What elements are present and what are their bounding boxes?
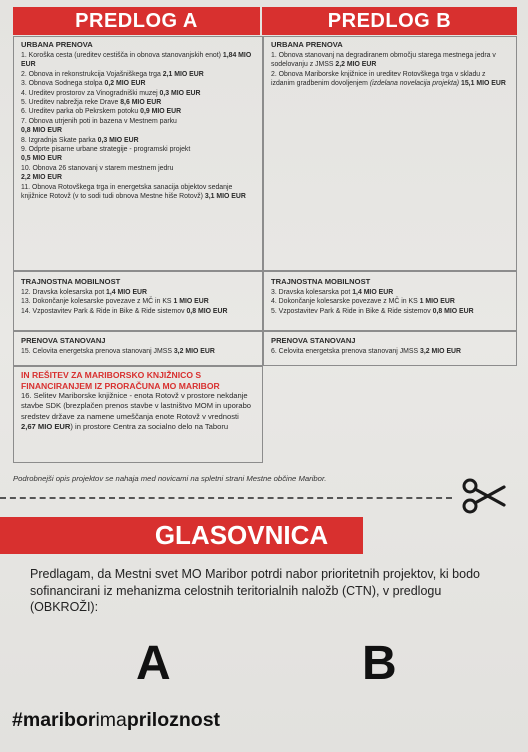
a-mobility-item-14: 14. Vzpostavitev Park & Ride in Bike & Ride sistemov 0,8 MIO EUR: [21, 307, 228, 315]
ballot-title: GLASOVNICA: [0, 517, 363, 554]
a-urban-item-8: 8. Izgradnja Skate parka 0,3 MIO EUR: [21, 136, 139, 144]
a-library-heading: IN REŠITEV ZA MARIBORSKO KNJIŽNICO S FINANCIRANJEM IZ PRORAČUNA MO MARIBOR: [21, 370, 220, 391]
a-mobility-item-13: 13. Dokončanje kolesarske povezave z MČ in KS 1 MIO EUR: [21, 298, 209, 306]
a-urban-item-1: 1. Koroška cesta (ureditev cestišča in obnova stanovanjskih enot) 1,84 MIO EUR: [21, 52, 252, 69]
cut-line: [0, 497, 452, 499]
b-urban-heading: URBANA PRENOVA: [271, 40, 343, 49]
ballot-text: Predlagam, da Mestni svet MO Maribor potrdi nabor prioritetnih projektov, ki bodo sofinancirani iz mehanizma celostnih teritorialnih naložb (CTN), v predlogu (OBKROŽI):: [30, 567, 480, 614]
a-urban-item-10: 10. Obnova 26 stanovanj v starem mestnem jedru 2,2 MIO EUR: [21, 164, 174, 182]
a-urban-item-9: 9. Odprte pisarne urbane strategije - programski projekt 0,5 MIO EUR: [21, 146, 191, 163]
option-a[interactable]: A: [136, 637, 171, 690]
option-b[interactable]: B: [362, 637, 397, 690]
b-mobility-item-4: 4. Dokončanje kolesarske povezave z MČ in KS 1 MIO EUR: [271, 298, 455, 306]
b-mobility-item-3: 3. Dravska kolesarska pot 1,4 MIO EUR: [271, 289, 394, 296]
footnote: Podrobnejši opis projektov se nahaja med novicami na spletni strani Mestne občine Maribor.: [13, 474, 327, 483]
hashtag: #mariborimapriloznost: [12, 709, 221, 731]
b-housing-box: [263, 331, 517, 366]
a-library-item-16: 16. Selitev Mariborske knjižnice - enota Rotovž v prostore nekdanje stavbe SDK (brezplačen prenos stavbe v lastništvo MOM in uporabo sredstev države za namene umeščanja enote Rotovž v vrednosti 2,67 MIO EUR) in prostore Centra za socialno delo na Taboru: [21, 391, 252, 431]
a-housing-item-15: 15. Celovita energetska prenova stanovanj JMSS 3,2 MIO EUR: [21, 348, 215, 355]
b-mobility-box: [263, 271, 517, 331]
b-urban-box: [263, 36, 517, 271]
b-housing-item-6: 6. Celovita energetska prenova stanovanj JMSS 3,2 MIO EUR: [271, 348, 461, 355]
a-housing-box: [13, 331, 263, 366]
a-urban-item-2: 2. Obnova in rekonstrukcija Vojašniškega trga 2,1 MIO EUR: [21, 70, 204, 78]
a-urban-item-4: 4. Ureditev prostorov za Vinogradniški muzej 0,3 MIO EUR: [21, 89, 201, 97]
a-mobility-item-12: 12. Dravska kolesarska pot 1,4 MIO EUR: [21, 289, 148, 296]
scissors-icon: [462, 478, 506, 514]
a-housing-heading: PRENOVA STANOVANJ: [21, 336, 106, 345]
proposal-b-header: PREDLOG B: [262, 7, 517, 35]
a-library-box: [13, 366, 263, 463]
a-mobility-heading: TRAJNOSTNA MOBILNOST: [21, 277, 121, 286]
a-urban-heading: URBANA PRENOVA: [21, 40, 93, 49]
a-urban-item-5: 5. Ureditev nabrežja reke Drave 8,6 MIO EUR: [21, 99, 162, 107]
b-housing-heading: PRENOVA STANOVANJ: [271, 336, 356, 345]
a-urban-item-3: 3. Obnova Sodnega stolpa 0,2 MIO EUR: [21, 80, 146, 88]
a-urban-item-6: 6. Ureditev parka ob Pekrskem potoku 0,9 MIO EUR: [21, 108, 182, 116]
a-urban-item-11: 11. Obnova Rotovškega trga in energetska sanacija objektov sedanje knjižnice Rotovž (v to sodi tudi obnova Mestne hiše Rotovž) 3,1 MIO EUR: [21, 183, 246, 201]
a-urban-box: [13, 36, 263, 271]
proposal-a-header: PREDLOG A: [13, 7, 260, 35]
b-mobility-heading: TRAJNOSTNA MOBILNOST: [271, 277, 371, 286]
b-urban-item-2: 2. Obnova Mariborske knjižnice in ureditev Rotovškega trga v skladu z izdanim gradbenim dovoljenjem (izdelana novelacija projekta) 15,1 MIO EUR: [271, 70, 506, 88]
a-mobility-box: [13, 271, 263, 331]
b-urban-item-1: 1. Obnova stanovanj na degradiranem območju starega mestnega jedra v sodelovanju z JMSS 2,2 MIO EUR: [271, 52, 496, 69]
a-urban-item-7: 7. Obnova utrjenih poti in bazena v Mestnem parku 0,8 MIO EUR: [21, 117, 177, 135]
b-mobility-item-5: 5. Vzpostavitev Park & Ride in Bike & Ride sistemov 0,8 MIO EUR: [271, 307, 474, 315]
